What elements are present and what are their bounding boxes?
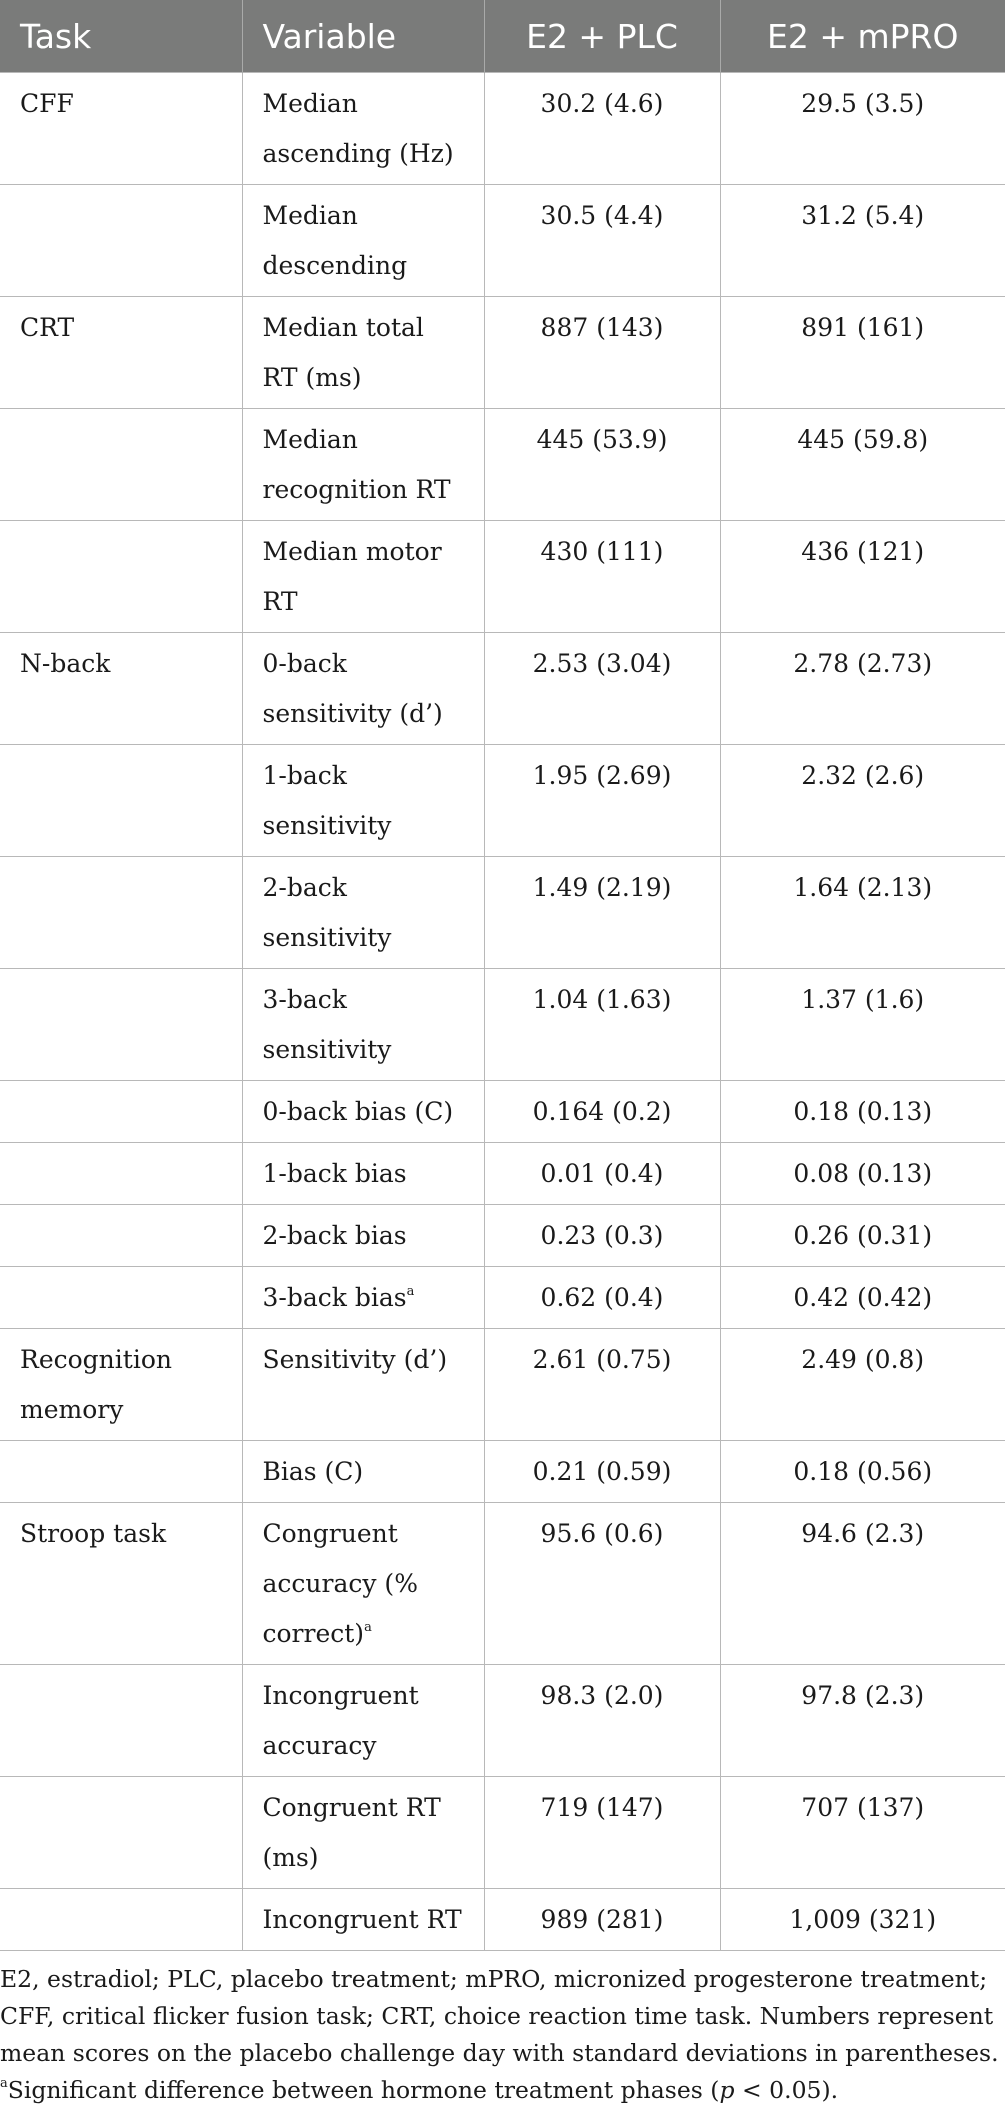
variable-cell — [242, 185, 484, 297]
task-cell-text: CFF — [20, 89, 74, 118]
variable-cell — [242, 521, 484, 633]
variable-cell-text: 2-back bias — [262, 1221, 407, 1250]
significance-marker: a — [364, 1620, 372, 1635]
e2-plc-cell — [484, 73, 720, 185]
variable-cell-text: 0-back bias (C) — [262, 1097, 454, 1126]
task-cell — [0, 185, 242, 297]
e2-mpro-cell — [720, 297, 1005, 409]
e2-plc-cell-text: 30.5 (4.4) — [540, 201, 664, 230]
table-footnote — [0, 1951, 1005, 2109]
table-row — [0, 1503, 1005, 1665]
e2-mpro-cell — [720, 969, 1005, 1081]
e2-plc-cell — [484, 1081, 720, 1143]
task-cell — [0, 969, 242, 1081]
task-cell — [0, 1441, 242, 1503]
e2-mpro-cell — [720, 1143, 1005, 1205]
e2-mpro-cell-text: 1.37 (1.6) — [801, 985, 925, 1014]
e2-mpro-cell — [720, 185, 1005, 297]
e2-plc-cell-text: 95.6 (0.6) — [540, 1519, 664, 1548]
table-row — [0, 1081, 1005, 1143]
e2-plc-cell — [484, 297, 720, 409]
e2-mpro-cell — [720, 1777, 1005, 1889]
variable-cell-text: Median ascending (Hz) — [262, 89, 454, 168]
e2-plc-cell — [484, 745, 720, 857]
variable-cell-text: Incongruent RT — [262, 1905, 462, 1934]
table-row — [0, 1441, 1005, 1503]
e2-plc-cell-text: 430 (111) — [540, 537, 664, 566]
e2-plc-cell — [484, 1503, 720, 1665]
task-cell — [0, 1143, 242, 1205]
e2-plc-cell-text: 1.04 (1.63) — [532, 985, 672, 1014]
e2-mpro-cell — [720, 73, 1005, 185]
e2-plc-cell-text: 0.164 (0.2) — [532, 1097, 672, 1126]
task-cell — [0, 409, 242, 521]
variable-cell — [242, 857, 484, 969]
task-cell-text: Recognition memory — [20, 1345, 172, 1424]
task-cell — [0, 1205, 242, 1267]
table-row — [0, 521, 1005, 633]
task-cell — [0, 1503, 242, 1665]
e2-plc-cell-text: 98.3 (2.0) — [540, 1681, 664, 1710]
variable-cell — [242, 969, 484, 1081]
e2-mpro-cell-text: 445 (59.8) — [797, 425, 929, 454]
variable-cell — [242, 1665, 484, 1777]
variable-cell — [242, 633, 484, 745]
e2-plc-cell-text: 0.62 (0.4) — [540, 1283, 664, 1312]
e2-plc-cell-text: 1.49 (2.19) — [532, 873, 672, 902]
table-row — [0, 185, 1005, 297]
variable-cell-text: 0-back sensitivity (d’) — [262, 649, 443, 728]
e2-mpro-cell — [720, 1205, 1005, 1267]
variable-cell-text: 3-back bias — [262, 1283, 407, 1312]
footnote-significance: Significant difference between hormone treatment phases ( — [7, 2076, 720, 2104]
task-cell — [0, 521, 242, 633]
e2-mpro-cell-text: 2.78 (2.73) — [793, 649, 933, 678]
variable-cell — [242, 1503, 484, 1665]
variable-cell — [242, 1143, 484, 1205]
variable-cell-text: Median motor RT — [262, 537, 442, 616]
e2-plc-cell — [484, 969, 720, 1081]
e2-mpro-cell-text: 0.18 (0.13) — [793, 1097, 933, 1126]
e2-mpro-cell — [720, 633, 1005, 745]
task-cell — [0, 1329, 242, 1441]
task-cell-text: N-back — [20, 649, 111, 678]
e2-plc-cell — [484, 185, 720, 297]
header-e2-mpro: E2 + mPRO — [720, 0, 1005, 73]
variable-cell-text: 3-back sensitivity — [262, 985, 392, 1064]
e2-mpro-cell-text: 29.5 (3.5) — [801, 89, 925, 118]
e2-plc-cell — [484, 1441, 720, 1503]
variable-cell-text: Median descending — [262, 201, 408, 280]
variable-cell-text: Median total RT (ms) — [262, 313, 424, 392]
variable-cell — [242, 409, 484, 521]
e2-plc-cell — [484, 1777, 720, 1889]
variable-cell — [242, 1889, 484, 1951]
e2-mpro-cell-text: 436 (121) — [801, 537, 925, 566]
e2-mpro-cell — [720, 1081, 1005, 1143]
e2-mpro-cell — [720, 409, 1005, 521]
footnote-p-symbol: p — [719, 2076, 735, 2104]
e2-mpro-cell-text: 2.49 (0.8) — [801, 1345, 925, 1374]
table-body — [0, 73, 1005, 1951]
footnote-p-value: < 0.05). — [734, 2076, 839, 2104]
header-row — [0, 0, 1005, 73]
e2-plc-cell — [484, 1329, 720, 1441]
e2-mpro-cell-text: 0.08 (0.13) — [793, 1159, 933, 1188]
footnote-abbreviations: E2, estradiol; PLC, placebo treatment; mPRO, micronized progesterone treatment; CFF, critical flicker fusion task; CRT, choice reaction time task. Numbers represent mean scores on the placebo challenge day with standard deviations in parentheses. — [0, 1965, 999, 2067]
variable-cell-text: Congruent RT (ms) — [262, 1793, 441, 1872]
significance-marker: a — [406, 1284, 415, 1299]
e2-mpro-cell-text: 97.8 (2.3) — [801, 1681, 925, 1710]
e2-plc-cell-text: 0.01 (0.4) — [540, 1159, 664, 1188]
task-cell — [0, 857, 242, 969]
e2-mpro-cell — [720, 745, 1005, 857]
variable-cell-text: 1-back sensitivity — [262, 761, 392, 840]
e2-plc-cell — [484, 1205, 720, 1267]
e2-plc-cell-text: 719 (147) — [540, 1793, 664, 1822]
variable-cell — [242, 1329, 484, 1441]
table-row — [0, 73, 1005, 185]
e2-mpro-cell-text: 2.32 (2.6) — [801, 761, 925, 790]
variable-cell — [242, 1205, 484, 1267]
table-row — [0, 633, 1005, 745]
task-cell — [0, 73, 242, 185]
e2-plc-cell-text: 1.95 (2.69) — [532, 761, 672, 790]
table-row — [0, 1777, 1005, 1889]
header-e2-plc: E2 + PLC — [484, 0, 720, 73]
variable-cell — [242, 745, 484, 857]
variable-cell-text: Sensitivity (d’) — [262, 1345, 448, 1374]
e2-plc-cell-text: 0.21 (0.59) — [532, 1457, 672, 1486]
e2-mpro-cell-text: 31.2 (5.4) — [801, 201, 925, 230]
header-task: Task — [0, 0, 242, 73]
variable-cell — [242, 297, 484, 409]
variable-cell-text: Median recognition RT — [262, 425, 451, 504]
variable-cell — [242, 1081, 484, 1143]
variable-cell-text: 2-back sensitivity — [262, 873, 392, 952]
variable-cell-text: Incongruent accuracy — [262, 1681, 419, 1760]
task-cell-text: Stroop task — [20, 1519, 167, 1548]
table-row — [0, 1665, 1005, 1777]
footnote-marker: a — [0, 2076, 8, 2091]
table-row — [0, 409, 1005, 521]
e2-plc-cell — [484, 1665, 720, 1777]
task-cell — [0, 633, 242, 745]
e2-plc-cell — [484, 1143, 720, 1205]
e2-plc-cell-text: 2.53 (3.04) — [532, 649, 672, 678]
variable-cell-text: Congruent accuracy (% correct) — [262, 1519, 418, 1648]
e2-mpro-cell-text: 1,009 (321) — [789, 1905, 937, 1934]
e2-plc-cell — [484, 521, 720, 633]
variable-cell — [242, 1441, 484, 1503]
e2-mpro-cell — [720, 1267, 1005, 1329]
e2-plc-cell-text: 2.61 (0.75) — [532, 1345, 672, 1374]
variable-cell-text: 1-back bias — [262, 1159, 407, 1188]
table-row — [0, 1205, 1005, 1267]
e2-mpro-cell — [720, 1441, 1005, 1503]
variable-cell — [242, 73, 484, 185]
e2-plc-cell-text: 887 (143) — [540, 313, 664, 342]
e2-mpro-cell-text: 0.42 (0.42) — [793, 1283, 933, 1312]
task-cell — [0, 1665, 242, 1777]
e2-mpro-cell — [720, 1889, 1005, 1951]
variable-cell — [242, 1267, 484, 1329]
table-row — [0, 969, 1005, 1081]
table-row — [0, 297, 1005, 409]
table-row — [0, 857, 1005, 969]
e2-mpro-cell — [720, 857, 1005, 969]
variable-cell — [242, 1777, 484, 1889]
header-variable: Variable — [242, 0, 484, 73]
e2-mpro-cell-text: 1.64 (2.13) — [793, 873, 933, 902]
e2-plc-cell — [484, 633, 720, 745]
e2-mpro-cell — [720, 1665, 1005, 1777]
e2-mpro-cell — [720, 1329, 1005, 1441]
e2-plc-cell — [484, 409, 720, 521]
e2-mpro-cell-text: 0.26 (0.31) — [793, 1221, 933, 1250]
e2-mpro-cell-text: 0.18 (0.56) — [793, 1457, 933, 1486]
table-row — [0, 1329, 1005, 1441]
task-cell — [0, 1777, 242, 1889]
task-cell — [0, 1081, 242, 1143]
e2-plc-cell-text: 0.23 (0.3) — [540, 1221, 664, 1250]
e2-plc-cell-text: 30.2 (4.6) — [540, 89, 664, 118]
e2-mpro-cell — [720, 521, 1005, 633]
task-cell-text: CRT — [20, 313, 75, 342]
table-row — [0, 1889, 1005, 1951]
e2-plc-cell — [484, 1889, 720, 1951]
e2-mpro-cell-text: 891 (161) — [801, 313, 925, 342]
e2-mpro-cell-text: 707 (137) — [801, 1793, 925, 1822]
e2-plc-cell — [484, 1267, 720, 1329]
variable-cell-text: Bias (C) — [262, 1457, 364, 1486]
task-cell — [0, 745, 242, 857]
e2-mpro-cell-text: 94.6 (2.3) — [801, 1519, 925, 1548]
table-row — [0, 1143, 1005, 1205]
table-row — [0, 1267, 1005, 1329]
task-cell — [0, 1889, 242, 1951]
e2-plc-cell-text: 989 (281) — [540, 1905, 664, 1934]
table-row — [0, 745, 1005, 857]
e2-plc-cell-text: 445 (53.9) — [536, 425, 668, 454]
e2-mpro-cell — [720, 1503, 1005, 1665]
e2-plc-cell — [484, 857, 720, 969]
task-cell — [0, 297, 242, 409]
task-cell — [0, 1267, 242, 1329]
